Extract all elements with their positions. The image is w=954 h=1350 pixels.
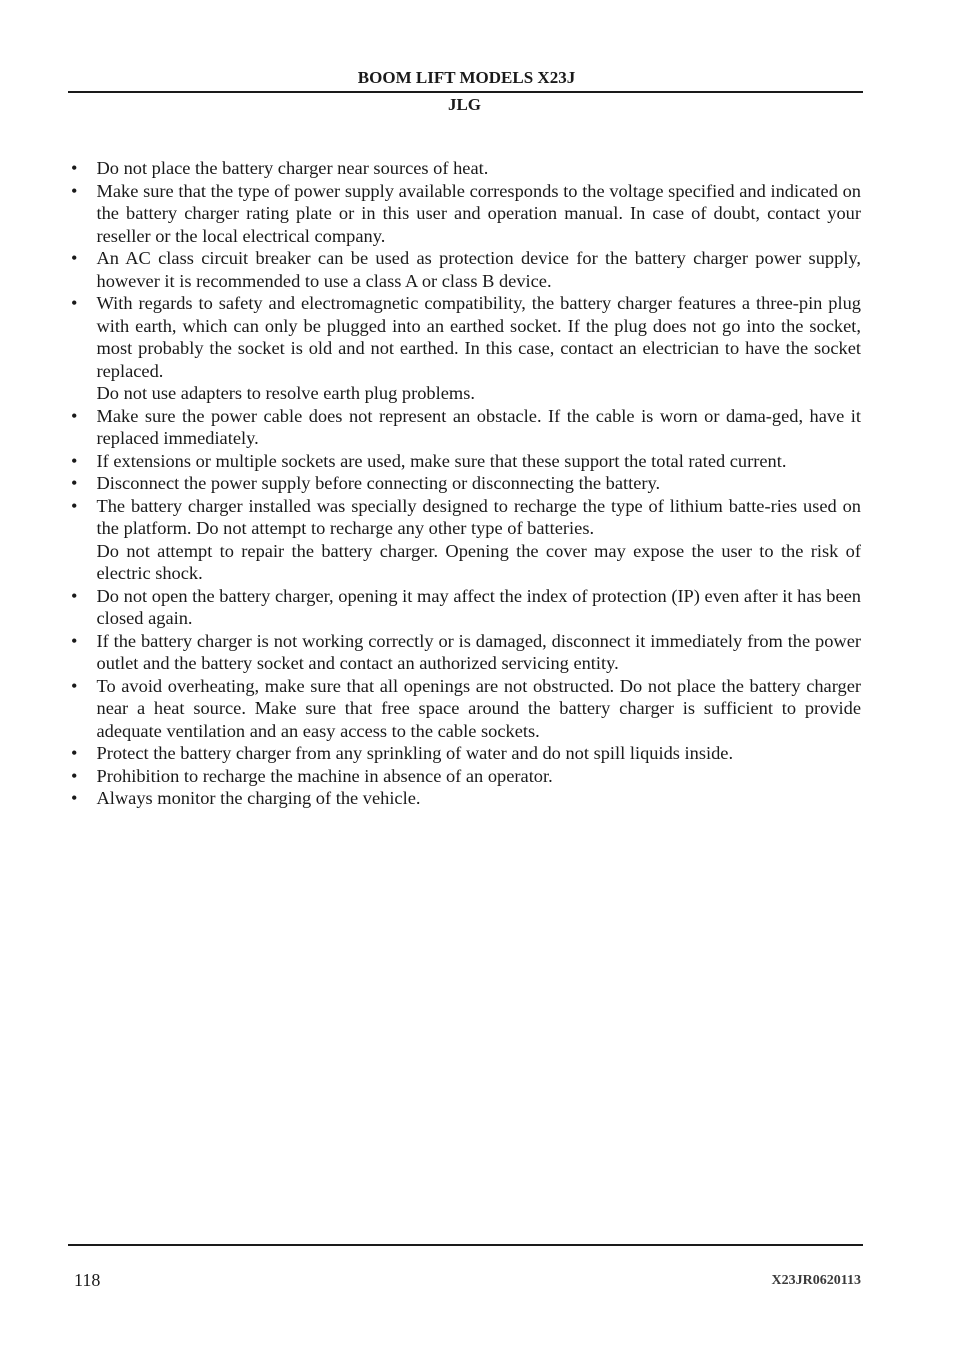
list-item: [68, 450, 861, 473]
list-item: [68, 180, 861, 248]
list-item: [68, 630, 861, 675]
list-item: [68, 472, 861, 495]
header-brand: JLG: [447, 95, 482, 114]
list-item-text: Prohibition to recharge the machine in absence of an operator.: [96, 765, 553, 786]
list-item: [68, 157, 861, 180]
list-item: [68, 675, 861, 743]
bullet-marker: •: [71, 630, 78, 651]
list-item-text: Make sure that the type of power supply available corresponds to the voltage specified and indicated on the battery charger rating plate or in this user and operation manual. In case of doubt, contact your reseller or the local electrical company.: [96, 180, 861, 246]
list-item: [68, 742, 861, 765]
list-item: [68, 292, 861, 405]
list-item: [68, 495, 861, 585]
list-item-text: Do not attempt to repair the battery charger. Opening the cover may expose the user to the risk of electric shock.: [96, 540, 861, 583]
list-item-text: An AC class circuit breaker can be used as protection device for the battery charger power supply, however it is recommended to use a class A or class B device.: [96, 248, 861, 291]
header-title: BOOM LIFT MODELS X23J: [357, 68, 576, 87]
page-header: [68, 66, 863, 117]
bullet-marker: •: [71, 765, 78, 786]
list-item-text: With regards to safety and electromagnetic compatibility, the battery charger features a three-pin plug with earth, which can only be plugged into an earthed socket. If the plug does not go into the socket, most probably the socket is old and not earthed. In this case, contact an electrician to have the socket replaced.: [96, 293, 861, 381]
bullet-marker: •: [71, 405, 78, 426]
list-item: [68, 585, 861, 630]
bullet-marker: •: [71, 450, 78, 471]
list-item-text: Make sure the power cable does not represent an obstacle. If the cable is worn or dama-ged, have it replaced immediately.: [96, 405, 861, 448]
list-item: [68, 247, 861, 292]
bullet-marker: •: [71, 473, 78, 493]
bullet-list: [68, 157, 861, 810]
bullet-marker: •: [71, 158, 78, 178]
bullet-marker: •: [71, 293, 78, 313]
bullet-marker: •: [71, 585, 78, 606]
list-item-text: Always monitor the charging of the vehicle.: [96, 788, 421, 808]
list-item: [68, 405, 861, 450]
bullet-marker: •: [71, 788, 78, 808]
list-item: [68, 787, 861, 810]
list-item-text: Protect the battery charger from any sprinkling of water and do not spill liquids inside.: [96, 743, 734, 763]
list-item-text: Disconnect the power supply before connecting or disconnecting the battery.: [96, 473, 661, 493]
bullet-marker: •: [71, 495, 78, 516]
list-item-text: Do not open the battery charger, opening it may affect the index of protection (IP) even after it has been closed again.: [96, 585, 861, 628]
list-item-text: The battery charger installed was specially designed to recharge the type of lithium batte-ries used on the platform. Do not attempt to recharge any other type of batteries.: [96, 495, 861, 538]
page-footer: [68, 1244, 863, 1290]
page-number: 118: [74, 1270, 101, 1290]
bullet-marker: •: [71, 180, 78, 201]
bullet-marker: •: [71, 743, 78, 763]
bullet-marker: •: [71, 675, 78, 696]
list-item-text: If extensions or multiple sockets are used, make sure that these support the total rated current.: [96, 450, 787, 471]
list-item: [68, 765, 861, 788]
list-item-text: To avoid overheating, make sure that all openings are not obstructed. Do not place the battery charger near a heat source. Make sure that free space around the battery charger is sufficient to provide adequate ventilation and an easy access to the cable sockets.: [96, 675, 861, 741]
list-item-text: Do not place the battery charger near sources of heat.: [96, 158, 489, 178]
list-item-text: Do not use adapters to resolve earth plug problems.: [96, 383, 475, 403]
bullet-marker: •: [71, 248, 78, 268]
footer-divider: [68, 1244, 863, 1246]
document-code: X23JR0620113: [771, 1273, 861, 1288]
safety-instructions: [68, 157, 861, 810]
list-item-text: If the battery charger is not working correctly or is damaged, disconnect it immediately from the power outlet and the battery socket and contact an authorized servicing entity.: [96, 630, 861, 673]
